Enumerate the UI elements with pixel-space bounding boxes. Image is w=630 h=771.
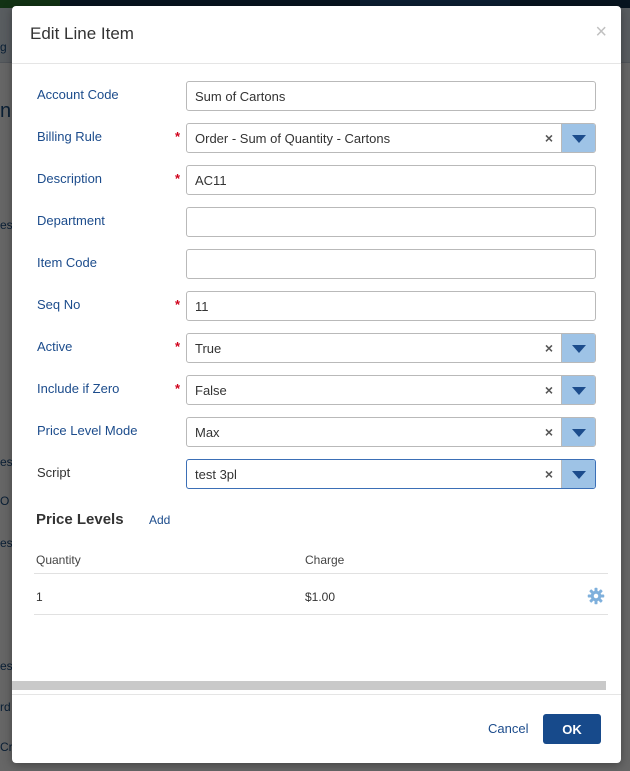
seq-no-row [12, 291, 621, 321]
include-if-zero-label: Include if Zero [37, 381, 120, 396]
billing-rule-value: Order - Sum of Quantity - Cartons [195, 131, 391, 146]
table-row [12, 574, 621, 614]
billing-rule-label: Billing Rule [37, 129, 103, 144]
script-row [12, 459, 621, 489]
required-marker: * [175, 171, 181, 186]
price-level-mode-select[interactable] [186, 417, 596, 447]
item-code-label: Item Code [37, 255, 97, 270]
charge-column-header: Charge [305, 553, 345, 567]
required-marker: * [175, 297, 181, 312]
account-code-label: Account Code [37, 87, 119, 102]
account-code-row [12, 81, 621, 111]
dropdown-button[interactable] [561, 418, 595, 446]
clear-icon[interactable]: × [544, 382, 553, 398]
cancel-button[interactable]: Cancel [488, 721, 529, 736]
include-if-zero-value: False [195, 383, 227, 398]
active-label: Active [37, 339, 73, 354]
dialog-header [12, 6, 621, 64]
required-marker: * [175, 339, 181, 354]
price-levels-heading: Price Levels [36, 511, 124, 528]
billing-rule-select[interactable] [186, 123, 596, 153]
description-input[interactable] [186, 165, 596, 195]
chevron-down-icon [572, 471, 586, 479]
clear-icon[interactable]: × [544, 424, 553, 440]
chevron-down-icon [572, 387, 586, 395]
script-select[interactable] [186, 459, 596, 489]
department-row [12, 207, 621, 237]
seq-no-input[interactable] [186, 291, 596, 321]
include-if-zero-row [12, 375, 621, 405]
dialog-footer [12, 694, 621, 763]
clear-icon[interactable]: × [544, 340, 553, 356]
table-divider [34, 614, 608, 615]
chevron-down-icon [572, 345, 586, 353]
dialog-title: Edit Line Item [30, 24, 134, 43]
clear-icon[interactable]: × [544, 466, 553, 482]
close-icon[interactable]: × [595, 21, 607, 43]
dropdown-button[interactable] [561, 460, 595, 488]
clear-icon[interactable]: × [544, 130, 553, 146]
active-value: True [195, 341, 222, 356]
item-code-row [12, 249, 621, 279]
quantity-column-header: Quantity [36, 553, 81, 567]
chevron-down-icon [572, 429, 586, 437]
required-marker: * [175, 129, 181, 144]
price-level-mode-row [12, 417, 621, 447]
billing-rule-row [12, 123, 621, 153]
include-if-zero-select[interactable] [186, 375, 596, 405]
price-level-mode-value: Max [195, 425, 220, 440]
department-input[interactable] [186, 207, 596, 237]
script-label: Script [37, 465, 71, 480]
account-code-input[interactable] [186, 81, 596, 111]
dropdown-button[interactable] [561, 334, 595, 362]
price-level-mode-label: Price Level Mode [37, 423, 138, 438]
active-row [12, 333, 621, 363]
script-value: test 3pl [195, 467, 237, 482]
description-label: Description [37, 171, 103, 186]
add-price-level-link[interactable]: Add [149, 513, 171, 527]
charge-cell: $1.00 [305, 590, 336, 604]
dropdown-button[interactable] [561, 124, 595, 152]
chevron-down-icon [572, 135, 586, 143]
edit-line-item-dialog [12, 6, 621, 763]
dropdown-button[interactable] [561, 376, 595, 404]
ok-button[interactable]: OK [543, 714, 601, 744]
item-code-input[interactable] [186, 249, 596, 279]
seq-no-label: Seq No [37, 297, 81, 312]
quantity-cell: 1 [36, 590, 43, 604]
department-label: Department [37, 213, 105, 228]
active-select[interactable] [186, 333, 596, 363]
required-marker: * [175, 381, 181, 396]
gear-icon[interactable] [587, 587, 605, 605]
description-row [12, 165, 621, 195]
horizontal-scrollbar[interactable] [12, 681, 606, 690]
